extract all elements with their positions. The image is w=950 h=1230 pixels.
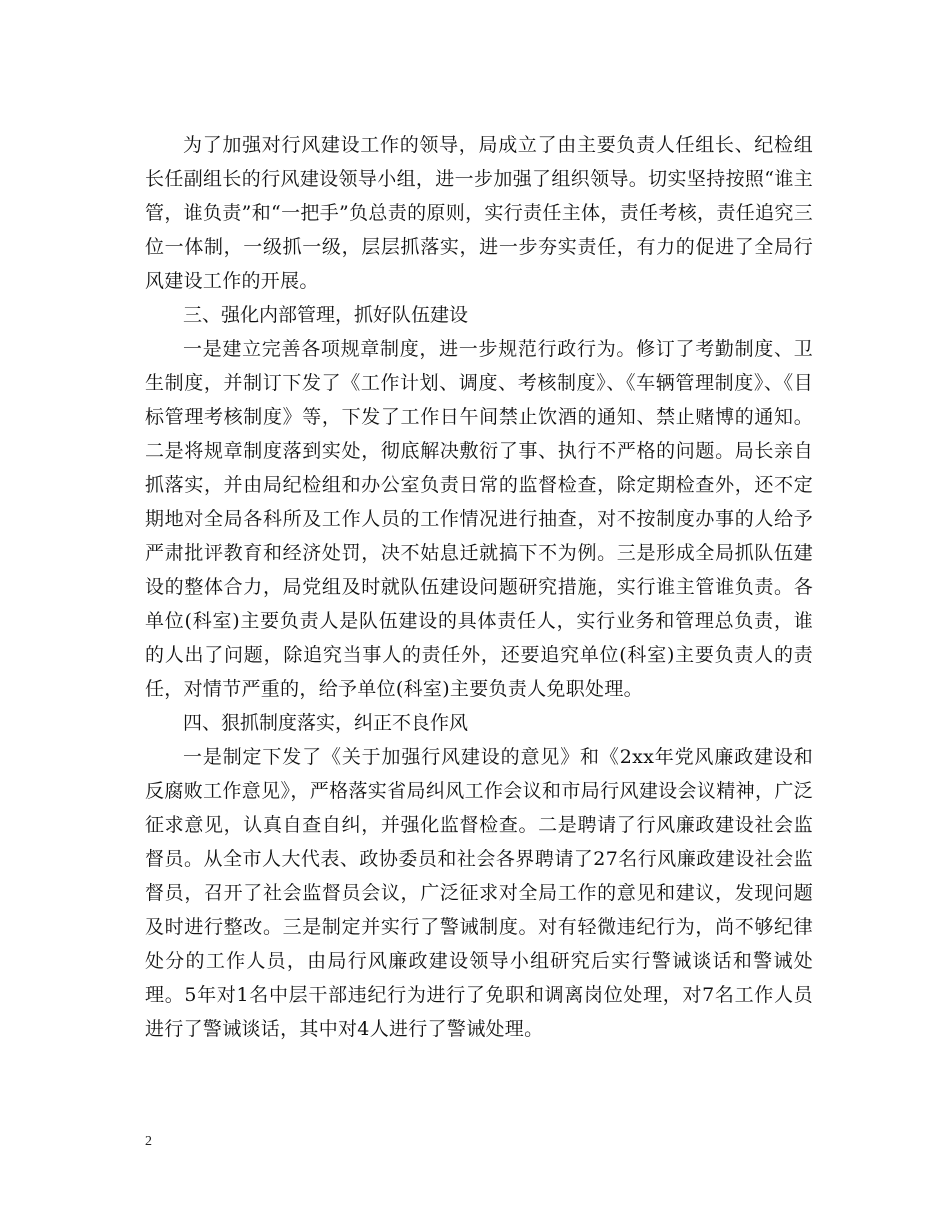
section-heading-4: 四、狠抓制度落实，纠正不良作风: [183, 712, 469, 734]
document-body: [145, 128, 813, 1046]
section-heading-3: 三、强化内部管理，抓好队伍建设: [183, 304, 469, 326]
page-number: 2: [145, 1134, 152, 1149]
paragraph-system-implementation: 一是制定下发了《关于加强行风建设的意见》和《2xx年党风廉政建设和反腐败工作意见》，严格落实省局纠风工作会议和市局行风建设会议精神，广泛征求意见，认真自查自纠，并强化监督检查。二是聘请了行风廉政建设社会监督员。从全市人大代表、政协委员和社会各界聘请了27名行风廉政建设社会监督员，召开了社会监督员会议，广泛征求对全局工作的意见和建议，发现问题及时进行整改。三是制定并实行了警诫制度。对有轻微违纪行为，尚不够纪律处分的工作人员，由局行风廉政建设领导小组研究后实行警诫谈话和警诫处理。5年对1名中层干部违纪行为进行了免职和调离岗位处理，对7名工作人员进行了警诫谈话，其中对4人进行了警诫处理。: [145, 746, 813, 1040]
paragraph-leadership: 为了加强对行风建设工作的领导，局成立了由主要负责人任组长、纪检组长任副组长的行风建设领导小组，进一步加强了组织领导。切实坚持按照“谁主管，谁负责”和“一把手”负总责的原则，实行责任主体，责任考核，责任追究三位一体制，一级抓一级，层层抓落实，进一步夯实责任，有力的促进了全局行风建设工作的开展。: [145, 134, 813, 292]
paragraph-internal-management: 一是建立完善各项规章制度，进一步规范行政行为。修订了考勤制度、卫生制度，并制订下发了《工作计划、调度、考核制度》、《车辆管理制度》、《目标管理考核制度》等，下发了工作日午间禁止饮酒的通知、禁止赌博的通知。二是将规章制度落到实处，彻底解决敷衍了事、执行不严格的问题。局长亲自抓落实，并由局纪检组和办公室负责日常的监督检查，除定期检查外，还不定期地对全局各科所及工作人员的工作情况进行抽查，对不按制度办事的人给予严肃批评教育和经济处罚，决不姑息迁就搞下不为例。三是形成全局抓队伍建设的整体合力，局党组及时就队伍建设问题研究措施，实行谁主管谁负责。各单位(科室)主要负责人是队伍建设的具体责任人，实行业务和管理总负责，谁的人出了问题，除追究当事人的责任外，还要追究单位(科室)主要负责人的责任，对情节严重的，给予单位(科室)主要负责人免职处理。: [145, 338, 813, 700]
